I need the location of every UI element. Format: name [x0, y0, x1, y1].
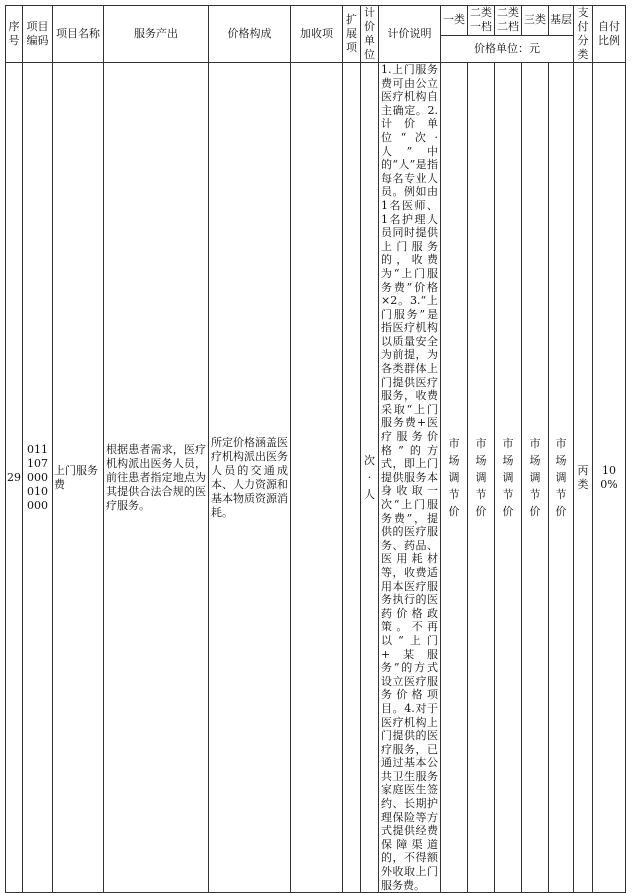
header-name: 项目名称	[53, 6, 104, 63]
header-price-composition: 价格构成	[209, 6, 291, 63]
header-seq: 序号	[6, 6, 23, 63]
header-self-pay-ratio: 自付比例	[593, 6, 626, 63]
base-price: 市场调节价	[555, 437, 567, 519]
header-pay-category: 支付分类	[574, 6, 593, 63]
cell-extension	[343, 63, 361, 893]
cell-self-pay-ratio: 100%	[593, 63, 626, 893]
cell-seq: 29	[6, 63, 23, 893]
header-class2b: 二类二档	[495, 6, 522, 36]
cell-price-composition: 所定价格涵盖医疗机构派出医务人员的交通成本、人力资源和基本物质资源消耗。	[209, 63, 291, 893]
cell-code: 011107000010000	[23, 63, 53, 893]
header-surcharge: 加收项	[291, 6, 343, 63]
cell-class1	[441, 63, 468, 893]
table-row	[6, 63, 626, 893]
cell-pay-category: 丙类	[574, 63, 593, 893]
class3-price: 市场调节价	[529, 437, 541, 519]
header-extension: 扩展项	[343, 6, 361, 63]
header-base: 基层	[549, 6, 574, 36]
class1-price: 市场调节价	[448, 437, 460, 519]
header-price-unit: 价格单位：元	[441, 35, 574, 62]
cell-class2a	[468, 63, 495, 893]
cell-class3	[522, 63, 549, 893]
cell-name: 上门服务费	[53, 63, 104, 893]
class2b-price: 市场调节价	[502, 437, 514, 519]
price-table	[5, 5, 626, 893]
cell-surcharge	[291, 63, 343, 893]
cell-class2b	[495, 63, 522, 893]
unit-text: 次·人	[364, 454, 375, 502]
cell-note: 1.上门服务费可由公立医疗机构自主确定。2.计价单位“次·人”中的“人”是指每名专业人员。例如由1名医师、1名护理人员同时提供上门服务的，收费为“上门服务费”价格×2。3.“上门服务”是指医疗机构以质量安全为前提，为各类群体上门提供医疗服务，收费采取“上门服务费+医疗服务价格”的方式，即上门提供服务本身收取一次“上门服务费”，提供的医疗服务、药品、医用耗材等，收费适用本医疗服务执行的医药价格政策。不再以“上门+某服务”的方式设立医疗服务价格项目。4.对于医疗机构上门提供的医疗服务，已通过基本公共卫生服务家庭医生签约、长期护理保险等方式提供经费保障渠道的，不得额外收取上门服务费。	[379, 63, 441, 893]
header-class3: 三类	[522, 6, 549, 36]
class2a-price: 市场调节价	[475, 437, 487, 519]
header-note: 计价说明	[379, 6, 441, 63]
header-class1: 一类	[441, 6, 468, 36]
header-unit: 计价单位	[361, 6, 379, 63]
cell-base	[549, 63, 574, 893]
cell-output: 根据患者需求，医疗机构派出医务人员，前往患者指定地点为其提供合法合规的医疗服务。	[104, 63, 209, 893]
header-output: 服务产出	[104, 6, 209, 63]
cell-unit	[361, 63, 379, 893]
header-code: 项目编码	[23, 6, 53, 63]
header-class2a: 二类一档	[468, 6, 495, 36]
